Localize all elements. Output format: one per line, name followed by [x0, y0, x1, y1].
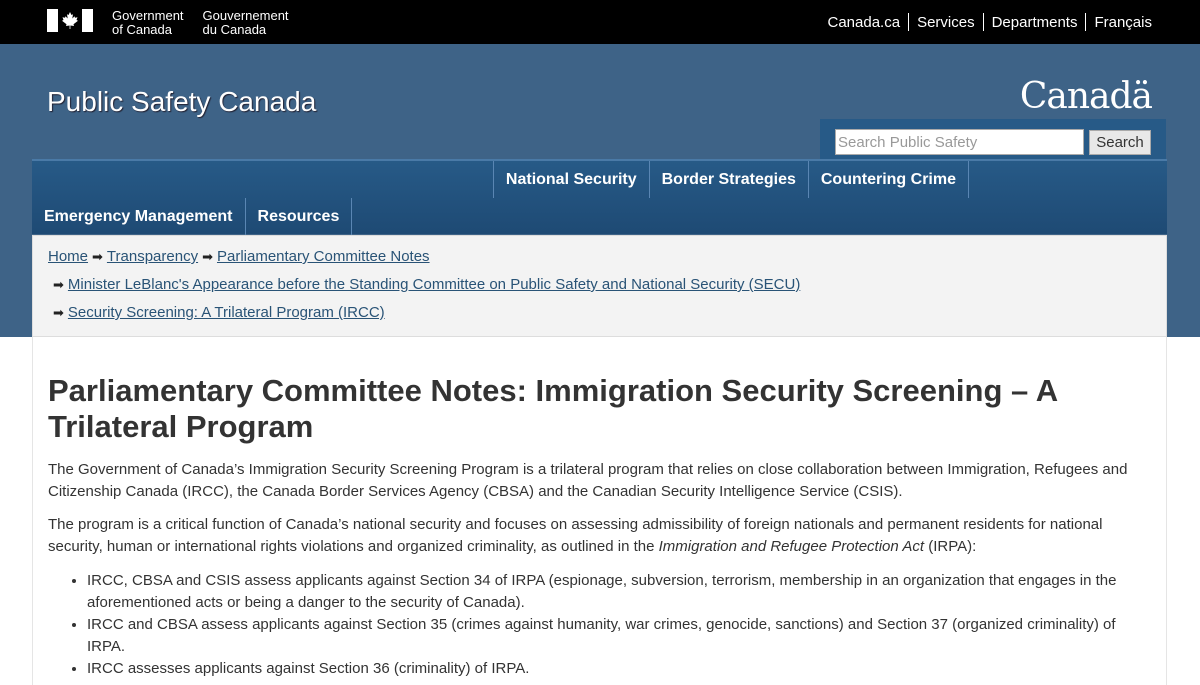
departments-link[interactable]: Departments	[991, 13, 1078, 31]
breadcrumb-home[interactable]: Home	[48, 248, 89, 265]
breadcrumb-transparency[interactable]: Transparency	[106, 248, 199, 265]
menu-item-national-security[interactable]: National Security	[493, 161, 650, 198]
breadcrumb	[32, 235, 1167, 337]
main-content	[32, 337, 1167, 685]
search-button[interactable]: Search	[1089, 130, 1151, 155]
canada-flag-icon	[47, 9, 93, 32]
para2-start: The program is a critical function of Canada’s national security and focuses on assessing admissibility of foreign nationals and permanent residents for national security, human or international rights violations and organized criminality, as outlined in the	[48, 516, 1103, 555]
government-name-fr	[203, 9, 289, 37]
search-input[interactable]	[835, 129, 1084, 155]
menu-item-countering-crime[interactable]: Countering Crime	[809, 161, 969, 198]
page-title: Parliamentary Committee Notes: Immigration Security Screening – A Trilateral Program	[48, 373, 1057, 444]
menu-item-emergency-management[interactable]: Emergency Management	[32, 198, 246, 235]
menu-item-resources[interactable]: Resources	[246, 198, 353, 235]
breadcrumb-line-3	[49, 304, 385, 321]
government-name-en	[112, 9, 184, 37]
breadcrumb-committee-notes[interactable]: Parliamentary Committee Notes	[216, 248, 430, 265]
site-title[interactable]: Public Safety Canada	[47, 86, 317, 117]
breadcrumb-screening[interactable]: Security Screening: A Trilateral Program (IRCC)	[67, 304, 385, 321]
breadcrumb-line-1	[48, 248, 430, 265]
menu-item-border-strategies[interactable]: Border Strategies	[650, 161, 809, 198]
gov-fr-line1: Gouvernement	[202, 8, 289, 23]
irpa-act-name: Immigration and Refugee Protection Act	[658, 538, 925, 555]
services-link[interactable]: Services	[917, 13, 975, 31]
list-item: • IRCC assesses applicants against Section 36 (criminality) of IRPA.	[87, 658, 1153, 680]
government-topbar	[0, 0, 1200, 44]
gov-en-line1: Government	[112, 8, 184, 23]
francais-link[interactable]: Français	[1094, 13, 1152, 31]
gov-en-line2: of Canada	[112, 22, 172, 37]
breadcrumb-line-2	[49, 276, 800, 293]
intro-paragraph: The Government of Canada’s Immigration Security Screening Program is a trilateral program that relies on close collaboration between Immigration, Refugees and Citizenship Canada (IRCC), the Canada Border Services Agency (CBSA) and the Canadian Security Intelligence Service (CSIS).	[48, 461, 1128, 500]
top-links	[820, 0, 1161, 44]
breadcrumb-appearance[interactable]: Minister LeBlanc's Appearance before the Standing Committee on Public Safety and National Security (SECU)	[67, 276, 801, 293]
gov-fr-line2: du Canada	[202, 22, 267, 37]
arrow-right-icon: ➡	[53, 277, 64, 292]
government-signature[interactable]	[47, 9, 289, 37]
arrow-right-icon: ➡	[92, 249, 103, 264]
arrow-right-icon: ➡	[53, 305, 64, 320]
menu-row-2	[32, 198, 352, 235]
search-area	[820, 119, 1166, 159]
program-paragraph	[48, 514, 1153, 558]
list-item: • IRCC, CBSA and CSIS assess applicants against Section 34 of IRPA (espionage, subversion, terrorism, membership in an organization that engages in the aforementioned acts or being a danger to the security of Canada).	[87, 570, 1153, 614]
assessment-list	[73, 570, 1153, 680]
main-menu	[32, 159, 1167, 234]
list-item: • IRCC and CBSA assess applicants against Section 35 (crimes against humanity, war crimes, genocide, sanctions) and Section 37 (organized criminality) of IRPA.	[87, 614, 1153, 658]
arrow-right-icon: ➡	[202, 249, 213, 264]
menu-row-1	[493, 161, 969, 198]
canada-ca-link[interactable]: Canada.ca	[827, 13, 901, 31]
canada-wordmark: Canadä	[1019, 76, 1152, 117]
para2-end: (IRPA):	[924, 538, 977, 555]
